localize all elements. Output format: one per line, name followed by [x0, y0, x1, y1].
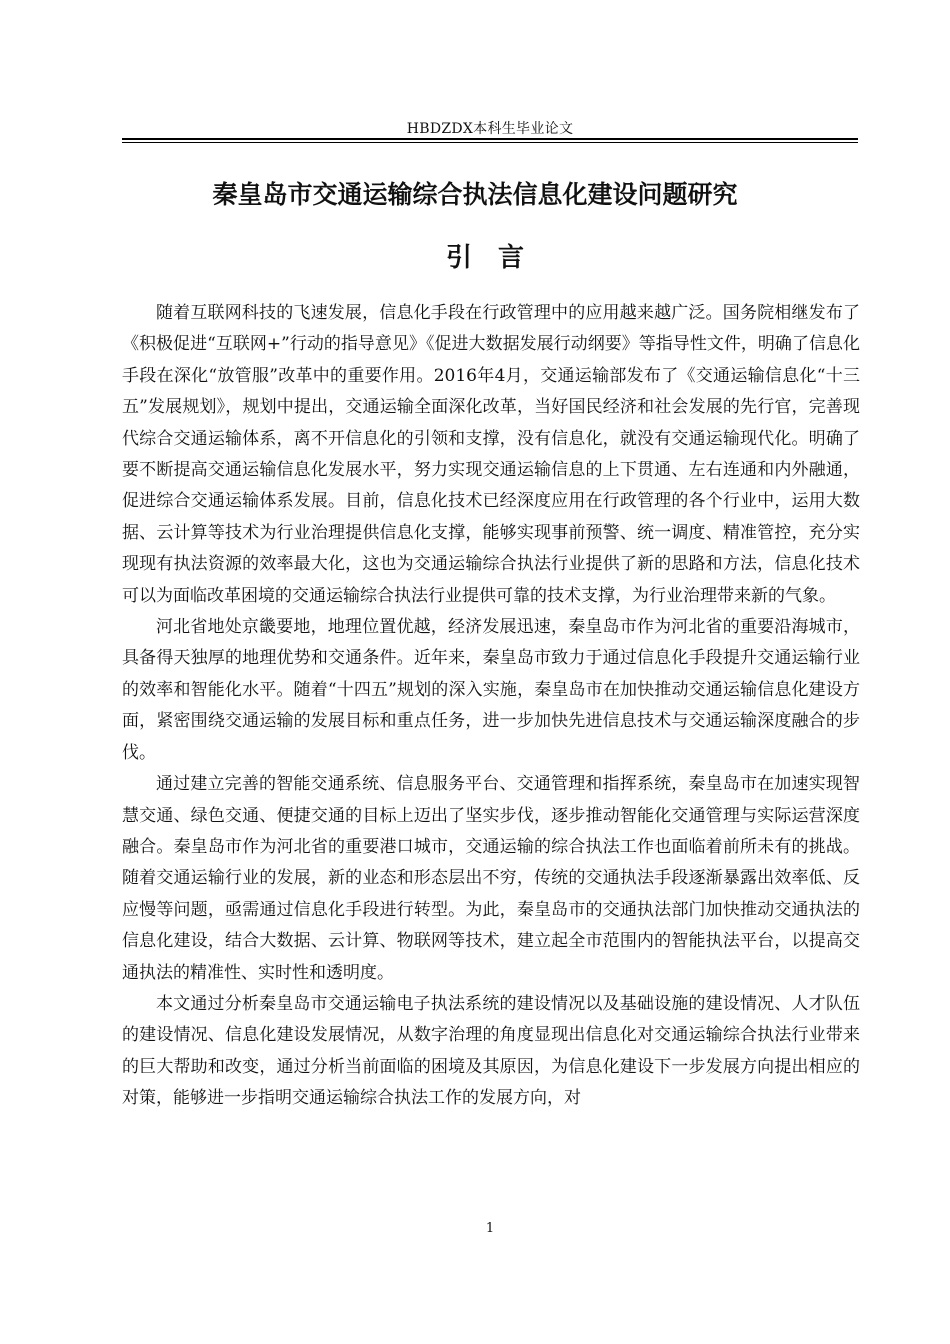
paragraph: 本文通过分析秦皇岛市交通运输电子执法系统的建设情况以及基础设施的建设情况、人才队伍的建设情况、信息化建设发展情况，从数字治理的角度显现出信息化对交通运输综合执法行业带来的巨大帮助和改变，通过分析当前面临的困境及其原因，为信息化建设下一步发展方向提出相应的对策，能够进一步指明交通运输综合执法工作的发展方向，对 [122, 993, 860, 1109]
header-rule-thick [122, 138, 858, 140]
paragraph: 随着互联网科技的飞速发展，信息化手段在行政管理中的应用越来越广泛。国务院相继发布了《积极促进“互联网+”行动的指导意见》《促进大数据发展行动纲要》等指导性文件，明确了信息化手段在深化“放管服”改革中的重要作用。2016年4月，交通运输部发布了《交通运输信息化“十三五”发展规划》，规划中提出，交通运输全面深化改革，当好国民经济和社会发展的先行官，完善现代综合交通运输体系，离不开信息化的引领和支撑，没有信息化，就没有交通运输现代化。明确了要不断提高交通运输信息化发展水平，努力实现交通运输信息的上下贯通、左右连通和内外融通，促进综合交通运输体系发展。目前，信息化技术已经深度应用在行政管理的各个行业中，运用大数据、云计算等技术为行业治理提供信息化支撑，能够实现事前预警、统一调度、精准管控，充分实现现有执法资源的效率最大化，这也为交通运输综合执法行业提供了新的思路和方法，信息化技术可以为面临改革困境的交通运输综合执法行业提供可靠的技术支撑，为行业治理带来新的气象。 [122, 303, 860, 606]
page-number: 1 [485, 1221, 495, 1236]
running-header: HBDZDX本科生毕业论文 [406, 121, 574, 137]
paper-title: 秦皇岛市交通运输综合执法信息化建设问题研究 [212, 180, 738, 209]
section-heading: 引 言 [445, 243, 524, 273]
body-text [122, 298, 860, 1115]
paragraph: 河北省地处京畿要地，地理位置优越，经济发展迅速，秦皇岛市作为河北省的重要沿海城市，具备得天独厚的地理优势和交通条件。近年来，秦皇岛市致力于通过信息化手段提升交通运输行业的效率和智能化水平。随着“十四五”规划的深入实施，秦皇岛市在加快推动交通运输信息化建设方面，紧密围绕交通运输的发展目标和重点任务，进一步加快先进信息技术与交通运输深度融合的步伐。 [122, 617, 860, 763]
paragraph: 通过建立完善的智能交通系统、信息服务平台、交通管理和指挥系统，秦皇岛市在加速实现智慧交通、绿色交通、便捷交通的目标上迈出了坚实步伐，逐步推动智能化交通管理与实际运营深度融合。秦皇岛市作为河北省的重要港口城市，交通运输的综合执法工作也面临着前所未有的挑战。随着交通运输行业的发展，新的业态和形态层出不穷，传统的交通执法手段逐渐暴露出效率低、反应慢等问题，亟需通过信息化手段进行转型。为此，秦皇岛市的交通执法部门加快推动交通执法的信息化建设，结合大数据、云计算、物联网等技术，建立起全市范围内的智能执法平台，以提高交通执法的精准性、实时性和透明度。 [122, 774, 860, 983]
header-rule-thin [122, 142, 858, 143]
